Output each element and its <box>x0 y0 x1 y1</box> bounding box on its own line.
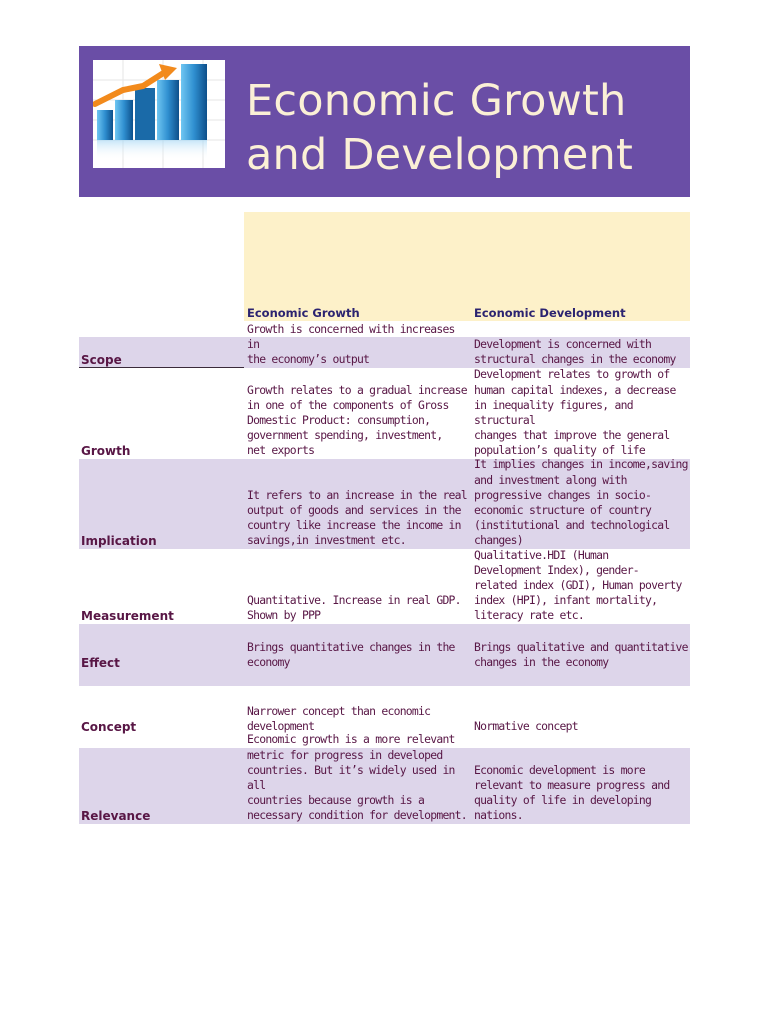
table-row-scope <box>79 321 690 368</box>
bar-chart-growth-icon <box>93 60 225 168</box>
row-label: Scope <box>81 353 122 367</box>
row-label: Measurement <box>81 609 174 623</box>
development-cell: Development is concerned with structural changes in the economy <box>474 336 676 366</box>
growth-cell: Growth relates to a gradual increase in one of the components of Gross Domestic Product: consumption, government spending, investment, net exports <box>247 382 467 457</box>
development-cell: It implies changes in income,saving and investment along with progressive changes in socio- economic structure of country (institutional and technological changes) <box>474 457 688 547</box>
growth-cell: Quantitative. Increase in real GDP. Shown by PPP <box>247 592 461 622</box>
column-header-development: Economic Development <box>474 306 626 320</box>
row-label: Relevance <box>81 809 151 823</box>
row-label: Growth <box>81 444 131 458</box>
table-row-growth <box>79 368 690 459</box>
row-label: Concept <box>81 720 137 734</box>
growth-cell: Brings quantitative changes in the economy <box>247 639 455 669</box>
table-row-measurement <box>79 549 690 624</box>
development-cell: Brings qualitative and quantitative changes in the economy <box>474 639 688 669</box>
column-header-band <box>244 212 690 321</box>
development-cell: Economic development is more relevant to measure progress and quality of life in developing nations. <box>474 762 670 822</box>
column-header-growth: Economic Growth <box>247 306 360 320</box>
table-row-implication <box>79 459 690 549</box>
growth-cell: Narrower concept than economic development <box>247 703 431 733</box>
development-cell: Qualitative.HDI (Human Development Index), gender- related index (GDI), Human poverty index (HPI), infant mortality, literacy rate etc. <box>474 547 682 622</box>
title-banner <box>79 46 690 197</box>
table-row-effect <box>79 624 690 686</box>
growth-cell: Economic growth is a more relevant metric for progress in developed countries. But it’s widely used in all countries because growth is a necessary condition for development. <box>247 732 467 822</box>
growth-cell: It refers to an increase in the real output of goods and services in the country like increase the income in savings,in investment etc. <box>247 487 467 547</box>
row-label: Effect <box>81 656 120 670</box>
development-cell: Development relates to growth of human capital indexes, a decrease in inequality figures, and structural changes that improve the general population’s quality of life <box>474 367 676 457</box>
growth-cell: Growth is concerned with increases in the economy’s output <box>247 321 455 366</box>
development-cell: Normative concept <box>474 718 578 733</box>
table-row-relevance <box>79 732 690 824</box>
row-label: Implication <box>81 534 157 548</box>
page-title: Economic Growth and Development <box>246 76 634 180</box>
